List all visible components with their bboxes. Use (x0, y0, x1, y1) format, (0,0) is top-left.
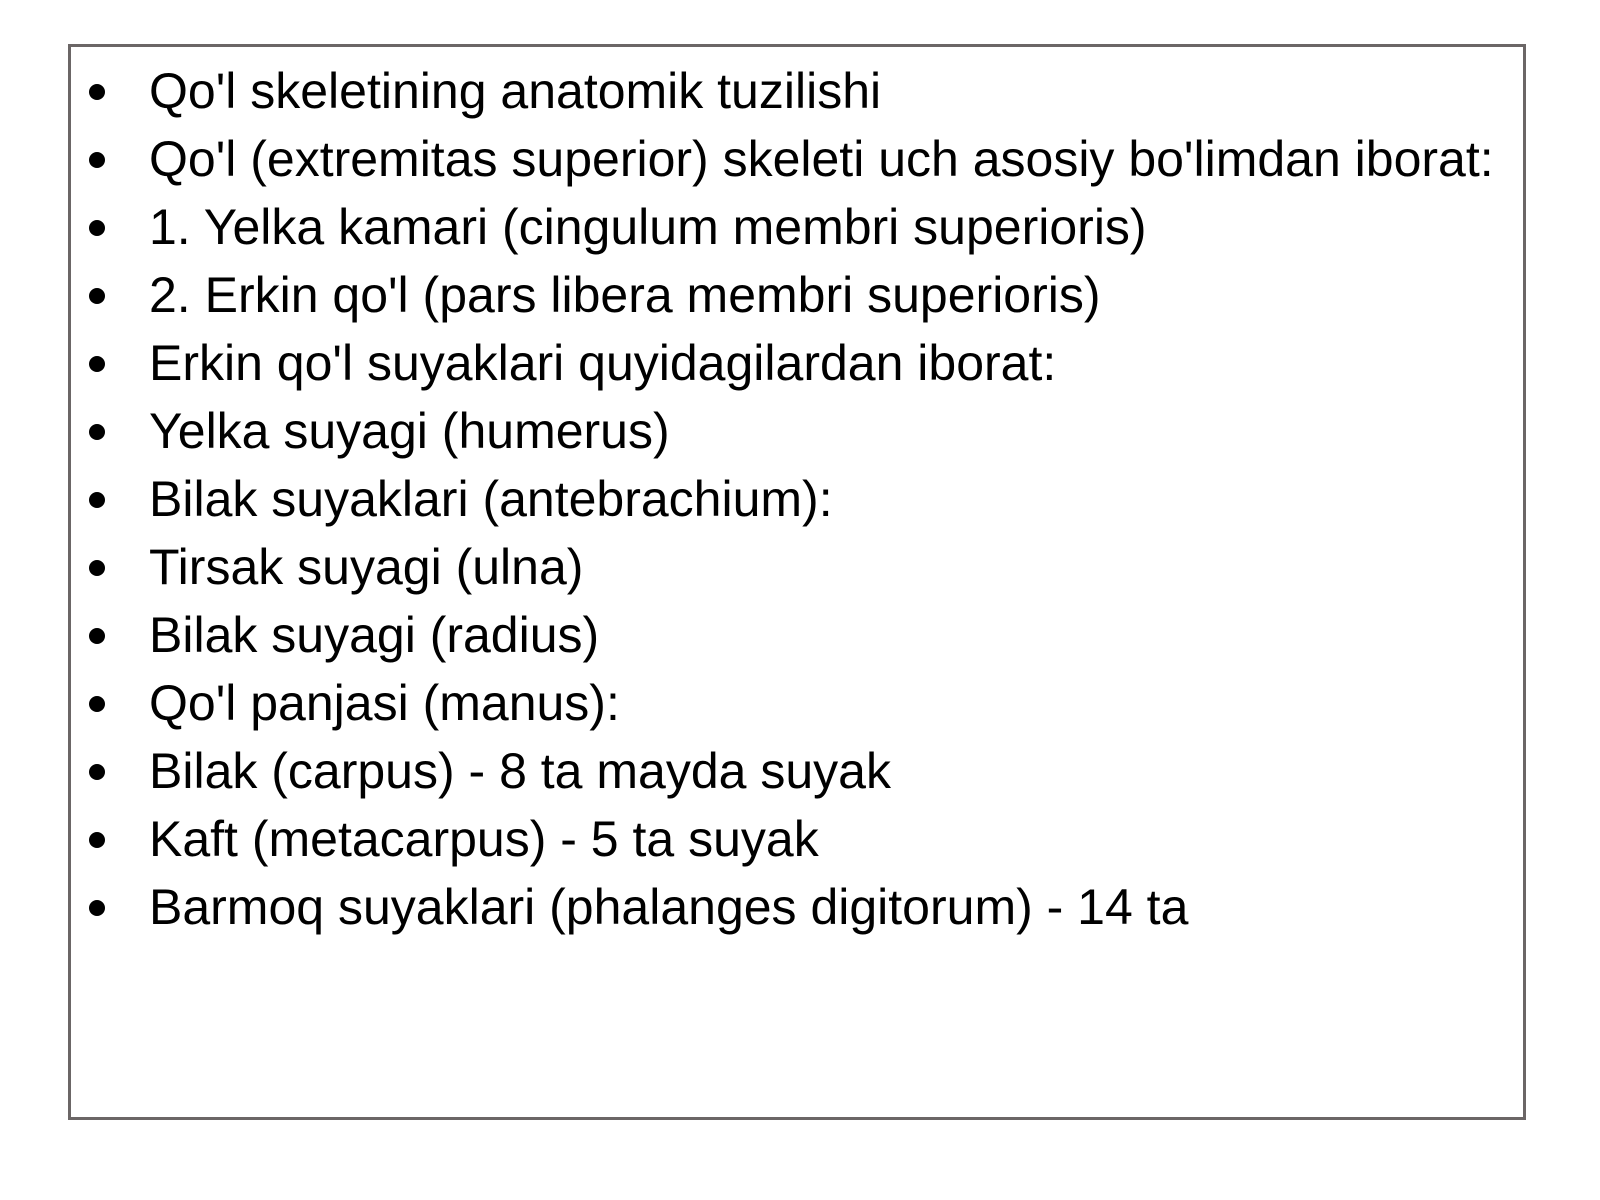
bullet-text: Yelka suyagi (humerus) (149, 403, 670, 459)
bullet-text: Qo'l skeletining anatomik tuzilishi (149, 63, 882, 119)
bullet-text: Tirsak suyagi (ulna) (149, 539, 584, 595)
list-item (71, 199, 1521, 256)
bullet-icon (89, 492, 105, 508)
bullet-text: Kaft (metacarpus) - 5 ta suyak (149, 811, 819, 867)
list-item (71, 63, 1521, 120)
bullet-icon (89, 152, 105, 168)
bullet-icon (89, 84, 105, 100)
bullet-text: Bilak suyagi (radius) (149, 607, 600, 663)
bullet-list (71, 63, 1521, 947)
list-item (71, 539, 1521, 596)
bullet-icon (89, 628, 105, 644)
bullet-icon (89, 696, 105, 712)
slide-frame (68, 44, 1526, 1120)
bullet-text: Erkin qo'l suyaklari quyidagilardan iborat: (149, 335, 1057, 391)
bullet-text: Qo'l (extremitas superior) skeleti uch asosiy bo'limdan iborat: (149, 131, 1494, 187)
list-item (71, 811, 1521, 868)
bullet-icon (89, 288, 105, 304)
bullet-text: Bilak suyaklari (antebrachium): (149, 471, 833, 527)
bullet-text: Bilak (carpus) - 8 ta mayda suyak (149, 743, 891, 799)
list-item (71, 267, 1521, 324)
bullet-text: 1. Yelka kamari (cingulum membri superioris) (149, 199, 1147, 255)
bullet-icon (89, 900, 105, 916)
list-item (71, 743, 1521, 800)
list-item (71, 675, 1521, 732)
list-item (71, 607, 1521, 664)
bullet-text: Barmoq suyaklari (phalanges digitorum) - 14 ta (149, 879, 1189, 935)
list-item (71, 879, 1521, 936)
bullet-icon (89, 220, 105, 236)
list-item (71, 131, 1521, 188)
list-item (71, 335, 1521, 392)
bullet-icon (89, 764, 105, 780)
bullet-text: Qo'l panjasi (manus): (149, 675, 620, 731)
bullet-icon (89, 356, 105, 372)
bullet-icon (89, 560, 105, 576)
bullet-icon (89, 832, 105, 848)
bullet-icon (89, 424, 105, 440)
list-item (71, 403, 1521, 460)
bullet-text: 2. Erkin qo'l (pars libera membri superioris) (149, 267, 1101, 323)
list-item (71, 471, 1521, 528)
